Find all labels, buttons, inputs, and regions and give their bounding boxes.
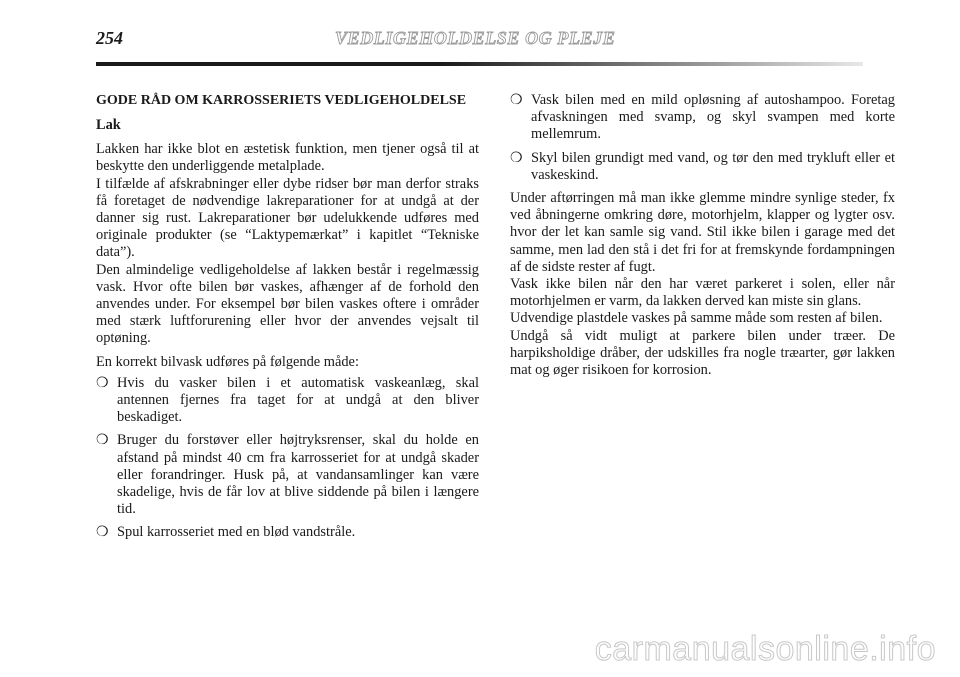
page-header bbox=[0, 0, 960, 80]
list-item-text: Skyl bilen grundigt med vand, og tør den med trykluft eller et vaskeskind. bbox=[531, 149, 895, 183]
bullet-list bbox=[96, 375, 479, 542]
list-item-text: Vask bilen med en mild opløsning af autoshampoo. Foretag afvaskningen med svamp, og skyl svampen med korte mellemrum. bbox=[531, 92, 895, 143]
bullet-list bbox=[510, 92, 895, 184]
bullet-icon: ❍ bbox=[96, 433, 109, 449]
paragraph: Lakken har ikke blot en æstetisk funktion, men tjener også til at beskytte den underliggende metalplade. bbox=[96, 141, 479, 175]
list-item bbox=[96, 524, 479, 541]
list-item-text: Spul karrosseriet med en blød vandstråle. bbox=[117, 524, 356, 541]
list-item bbox=[96, 375, 479, 427]
paragraph: Vask ikke bilen når den har været parkeret i solen, eller når motorhjelmen er varm, da lakken derved kan miste sin glans. bbox=[510, 276, 895, 310]
paragraph: Udvendige plastdele vaskes på samme måde som resten af bilen. bbox=[510, 310, 883, 327]
bullet-icon: ❍ bbox=[510, 150, 523, 166]
paragraph: En korrekt bilvask udføres på følgende måde: bbox=[96, 353, 359, 370]
list-item bbox=[96, 432, 479, 518]
section-title: VEDLIGEHOLDELSE OG PLEJE bbox=[335, 28, 616, 48]
paragraph: Den almindelige vedligeholdelse af lakken består i regelmæssig vask. Hvor ofte bilen bør vaskes, afhænger af de forhold den anvendes under. For eksempel bør bilen vaskes oftere i områder med stærk luftforurening eller hvor der anvendes vejsalt til optøning. bbox=[96, 261, 479, 347]
watermark-text: carmanualsonline.info bbox=[594, 630, 936, 668]
list-item-text: Hvis du vasker bilen i et automatisk vaskeanlæg, skal antennen fjernes fra taget for at undgå at den bliver beskadiget. bbox=[117, 374, 479, 426]
list-item bbox=[510, 92, 895, 144]
paragraph: I tilfælde af afskrabninger eller dybe ridser bør man derfor straks få foretaget de nødvendige lakreparationer for at undgå at der danner sig rust. Lakreparationer bør udelukkende udføres med originale produkter (se “Laktypemærkat” i kapitlet “Tekniske data”). bbox=[96, 175, 479, 261]
list-item-text: Bruger du forstøver eller højtryksrenser, skal du holde en afstand på mindst 40 cm fra karrosseriet for at undgå skader eller forandringer. Husk på, at vandansamlinger kan være skadelige, hvis de får lov at blive siddende på bilen i længere tid. bbox=[117, 432, 479, 518]
paragraph: Under aftørringen må man ikke glemme mindre synlige steder, fx ved åbningerne omkring døre, motorhjelm, klapper og lygter osv. hvor der let kan samle sig vand. Stil ikke bilen i garage med det samme, men lad den stå i det fri for at fremskynde fordampningen af de sidste rester af fugt. bbox=[510, 190, 895, 275]
section-heading: GODE RÅD OM KARROSSERIETS VEDLIGEHOLDELSE bbox=[96, 93, 467, 108]
bullet-icon: ❍ bbox=[96, 375, 109, 391]
bullet-icon: ❍ bbox=[510, 93, 523, 108]
bullet-icon: ❍ bbox=[96, 525, 109, 541]
list-item bbox=[510, 150, 895, 184]
paragraph: Undgå så vidt muligt at parkere bilen under træer. De harpiksholdige dråber, der udskilles fra nogle træarter, gør lakken mat og øger risikoen for korrosion. bbox=[510, 327, 895, 379]
page-number: 254 bbox=[96, 28, 123, 48]
right-column bbox=[510, 92, 895, 379]
header-rule bbox=[96, 62, 863, 66]
left-column bbox=[96, 92, 479, 548]
subheading-lak: Lak bbox=[96, 117, 121, 133]
